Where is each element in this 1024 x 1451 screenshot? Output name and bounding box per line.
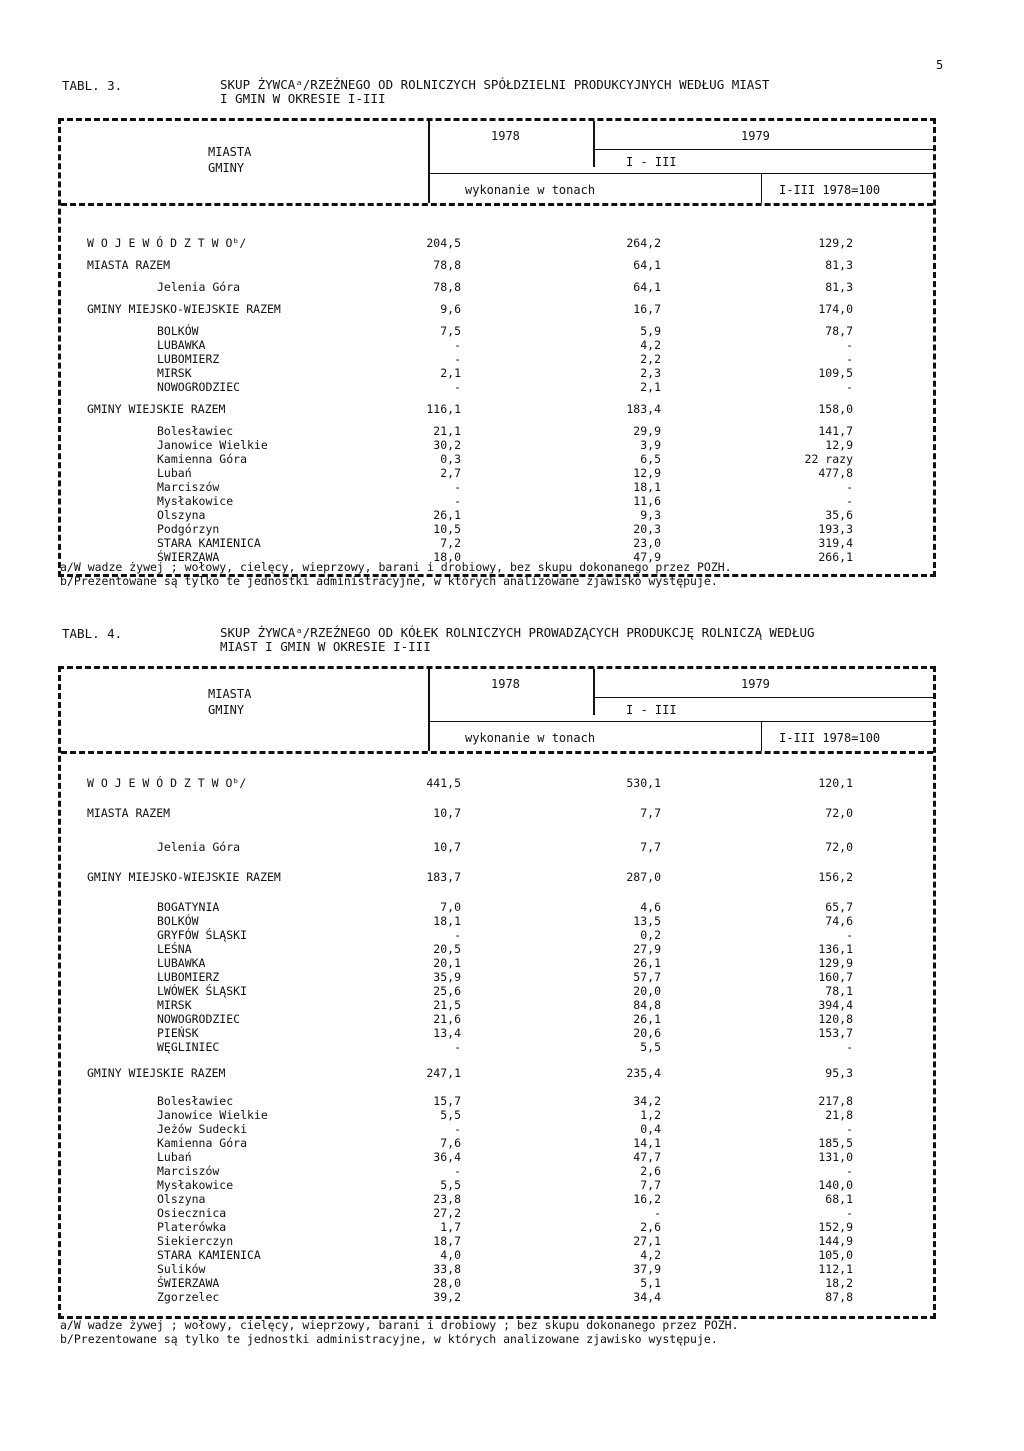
cell-v1: 10,5	[433, 522, 461, 536]
table-row	[61, 1066, 933, 1080]
cell-v3: 68,1	[825, 1192, 853, 1206]
cell-v3: 81,3	[825, 258, 853, 272]
cell-v3: 394,4	[818, 998, 853, 1012]
cell-v3: 87,8	[825, 1290, 853, 1304]
cell-v2: 16,2	[633, 1192, 661, 1206]
row-name: Bolesławiec	[157, 424, 234, 438]
index-label: I-III 1978=100	[779, 731, 881, 745]
row-name: STARA KAMIENICA	[157, 1248, 261, 1262]
table-row	[61, 480, 933, 494]
cell-v1: 441,5	[426, 776, 461, 790]
cell-v2: 5,5	[640, 1040, 661, 1054]
table-row	[61, 402, 933, 416]
table-4	[58, 625, 936, 1346]
table-3-note-a: a/W wadze żywej ; wołowy, cielęcy, wieprzowy, barani i drobiowy, bez skupu dokonanego przez POZH.	[60, 560, 732, 574]
cell-v2: 34,2	[633, 1094, 661, 1108]
row-name: BOGATYNIA	[157, 900, 220, 914]
cell-v3: 78,7	[825, 324, 853, 338]
cell-v1: 21,1	[433, 424, 461, 438]
cell-v2: 20,0	[633, 984, 661, 998]
stub-header-miasta: MIASTA	[208, 145, 252, 159]
cell-v3: 65,7	[825, 900, 853, 914]
table-row	[61, 466, 933, 480]
cell-v2: 287,0	[626, 870, 661, 884]
table-row	[61, 840, 933, 854]
cell-v1: 4,0	[440, 1248, 461, 1262]
row-name: NOWOGRODZIEC	[157, 1012, 241, 1026]
cell-v1: 39,2	[433, 1290, 461, 1304]
cell-v1: 13,4	[433, 1026, 461, 1040]
cell-v3: 217,8	[818, 1094, 853, 1108]
table-4-title-line-1: SKUP ŻYWCAᵃ/RZEŹNEGO OD KÓŁEK ROLNICZYCH PROWADZĄCYCH PRODUKCJĘ ROLNICZĄ WEDŁUG	[220, 625, 815, 640]
cell-v1: 7,2	[440, 536, 461, 550]
table-row	[61, 366, 933, 380]
cell-v2: 14,1	[633, 1136, 661, 1150]
cell-v3: -	[846, 928, 853, 942]
cell-v2: 27,9	[633, 942, 661, 956]
cell-v1: 20,5	[433, 942, 461, 956]
table-row	[61, 258, 933, 272]
table-4-title	[220, 626, 940, 654]
cell-v1: 36,4	[433, 1150, 461, 1164]
cell-v2: 6,5	[640, 452, 661, 466]
cell-v2: 34,4	[633, 1290, 661, 1304]
cell-v2: 7,7	[640, 806, 661, 820]
cell-v1: 2,1	[440, 366, 461, 380]
row-name: Mysłakowice	[157, 494, 234, 508]
table-3-body	[61, 206, 933, 574]
row-name: GMINY WIEJSKIE RAZEM	[87, 1066, 226, 1080]
cell-v1: 15,7	[433, 1094, 461, 1108]
table-row	[61, 508, 933, 522]
cell-v2: 26,1	[633, 1012, 661, 1026]
table-4-body	[61, 754, 933, 1316]
table-row	[61, 1012, 933, 1026]
table-row	[61, 1178, 933, 1192]
row-name: Bolesławiec	[157, 1094, 234, 1108]
cell-v3: -	[846, 1164, 853, 1178]
row-name: Mysłakowice	[157, 1178, 234, 1192]
cell-v3: -	[846, 480, 853, 494]
row-name: Zgorzelec	[157, 1290, 220, 1304]
table-4-grid	[58, 666, 936, 1319]
row-name: Marciszów	[157, 1164, 220, 1178]
cell-v1: 33,8	[433, 1262, 461, 1276]
row-name: Olszyna	[157, 1192, 206, 1206]
table-4-title-line-2: MIAST I GMIN W OKRESIE I-III	[220, 639, 431, 654]
row-name: GMINY MIEJSKO-WIEJSKIE RAZEM	[87, 302, 281, 316]
col-1978: 1978	[491, 129, 520, 143]
cell-v3: -	[846, 352, 853, 366]
table-row	[61, 1150, 933, 1164]
row-name: Kamienna Góra	[157, 452, 248, 466]
cell-v2: 20,6	[633, 1026, 661, 1040]
cell-v2: 183,4	[626, 402, 661, 416]
cell-v2: 530,1	[626, 776, 661, 790]
cell-v3: -	[846, 380, 853, 394]
table-row	[61, 494, 933, 508]
cell-v1: 10,7	[433, 840, 461, 854]
cell-v1: -	[454, 338, 461, 352]
table-row	[61, 1040, 933, 1054]
cell-v3: 18,2	[825, 1276, 853, 1290]
cell-v3: 144,9	[818, 1234, 853, 1248]
table-3-label: TABL. 3.	[62, 78, 123, 93]
row-name: Kamienna Góra	[157, 1136, 248, 1150]
cell-v3: 21,8	[825, 1108, 853, 1122]
cell-v3: 105,0	[818, 1248, 853, 1262]
cell-v3: 129,9	[818, 956, 853, 970]
row-name: WĘGLINIEC	[157, 1040, 220, 1054]
row-name: GMINY MIEJSKO-WIEJSKIE RAZEM	[87, 870, 281, 884]
cell-v3: 12,9	[825, 438, 853, 452]
cell-v2: 2,3	[640, 366, 661, 380]
cell-v3: -	[846, 338, 853, 352]
row-name: PIEŃSK	[157, 1026, 199, 1040]
cell-v2: 264,2	[626, 236, 661, 250]
table-row	[61, 280, 933, 294]
cell-v1: 247,1	[426, 1066, 461, 1080]
cell-v3: 174,0	[818, 302, 853, 316]
table-row	[61, 352, 933, 366]
row-name: Lubań	[157, 466, 192, 480]
table-4-note-a: a/W wadze żywej ; wołowy, cielęcy, wieprzowy, barani i drobiowy ; bez skupu dokonanego przez POZH.	[60, 1318, 739, 1332]
table-row	[61, 452, 933, 466]
table-4-header	[61, 669, 933, 754]
cell-v1: -	[454, 1164, 461, 1178]
cell-v2: 64,1	[633, 258, 661, 272]
cell-v2: 20,3	[633, 522, 661, 536]
cell-v3: 136,1	[818, 942, 853, 956]
cell-v3: 35,6	[825, 508, 853, 522]
cell-v3: 22 razy	[804, 452, 853, 466]
row-name: Jeżów Sudecki	[157, 1122, 248, 1136]
cell-v3: 152,9	[818, 1220, 853, 1234]
cell-v3: 78,1	[825, 984, 853, 998]
cell-v1: 2,7	[440, 466, 461, 480]
row-name: Siekierczyn	[157, 1234, 234, 1248]
row-name: Sulików	[157, 1262, 206, 1276]
row-name: Marciszów	[157, 480, 220, 494]
cell-v1: 183,7	[426, 870, 461, 884]
cell-v3: 160,7	[818, 970, 853, 984]
cell-v1: -	[454, 380, 461, 394]
cell-v2: 2,6	[640, 1164, 661, 1178]
cell-v2: 2,2	[640, 352, 661, 366]
row-name: LUBAWKA	[157, 338, 206, 352]
cell-v2: 29,9	[633, 424, 661, 438]
table-row	[61, 424, 933, 438]
cell-v1: 204,5	[426, 236, 461, 250]
table-row	[61, 338, 933, 352]
cell-v1: 7,0	[440, 900, 461, 914]
table-3-title	[220, 78, 940, 106]
cell-v1: -	[454, 1122, 461, 1136]
table-row	[61, 870, 933, 884]
cell-v1: 7,6	[440, 1136, 461, 1150]
cell-v3: 81,3	[825, 280, 853, 294]
row-name: BOLKÓW	[157, 914, 199, 928]
table-row	[61, 970, 933, 984]
cell-v1: -	[454, 1040, 461, 1054]
cell-v2: 47,7	[633, 1150, 661, 1164]
table-row	[61, 1164, 933, 1178]
stub-header-miasta: MIASTA	[208, 687, 252, 701]
cell-v1: 18,0	[433, 550, 461, 564]
period-label: I - III	[626, 155, 677, 169]
table-row	[61, 536, 933, 550]
table-row	[61, 956, 933, 970]
cell-v2: 5,9	[640, 324, 661, 338]
cell-v2: 23,0	[633, 536, 661, 550]
cell-v1: 18,1	[433, 914, 461, 928]
cell-v1: -	[454, 480, 461, 494]
cell-v2: 11,6	[633, 494, 661, 508]
col-1978: 1978	[491, 677, 520, 691]
cell-v2: 0,4	[640, 1122, 661, 1136]
cell-v1: 21,5	[433, 998, 461, 1012]
cell-v3: 141,7	[818, 424, 853, 438]
cell-v1: -	[454, 928, 461, 942]
table-row	[61, 380, 933, 394]
row-name: STARA KAMIENICA	[157, 536, 261, 550]
cell-v3: 72,0	[825, 840, 853, 854]
cell-v1: 23,8	[433, 1192, 461, 1206]
table-row	[61, 1122, 933, 1136]
index-label: I-III 1978=100	[779, 183, 881, 197]
cell-v2: 235,4	[626, 1066, 661, 1080]
cell-v2: 64,1	[633, 280, 661, 294]
cell-v1: 5,5	[440, 1178, 461, 1192]
cell-v3: -	[846, 494, 853, 508]
table-4-caption	[58, 626, 936, 666]
cell-v3: 193,3	[818, 522, 853, 536]
period-label: I - III	[626, 703, 677, 717]
table-3-title-line-2: I GMIN W OKRESIE I-III	[220, 91, 386, 106]
row-name: ŚWIERZAWA	[157, 550, 220, 564]
table-row	[61, 928, 933, 942]
table-row	[61, 914, 933, 928]
cell-v3: 156,2	[818, 870, 853, 884]
cell-v1: 21,6	[433, 1012, 461, 1026]
table-row	[61, 1094, 933, 1108]
cell-v1: 1,7	[440, 1220, 461, 1234]
cell-v2: 4,2	[640, 1248, 661, 1262]
row-name: LUBOMIERZ	[157, 970, 220, 984]
cell-v1: 78,8	[433, 258, 461, 272]
row-name: Jelenia Góra	[157, 280, 241, 294]
cell-v2: 1,2	[640, 1108, 661, 1122]
table-row	[61, 1206, 933, 1220]
row-name: GRYFÓW ŚLĄSKI	[157, 928, 248, 942]
table-row	[61, 984, 933, 998]
table-3-caption	[58, 78, 936, 118]
cell-v1: 5,5	[440, 1108, 461, 1122]
row-name: MIASTA RAZEM	[87, 258, 171, 272]
cell-v1: 35,9	[433, 970, 461, 984]
cell-v2: 4,6	[640, 900, 661, 914]
row-name: Olszyna	[157, 508, 206, 522]
cell-v3: 158,0	[818, 402, 853, 416]
table-row	[61, 302, 933, 316]
table-row	[61, 942, 933, 956]
row-name: BOLKÓW	[157, 324, 199, 338]
cell-v2: 57,7	[633, 970, 661, 984]
table-row	[61, 236, 933, 250]
col-1979: 1979	[741, 677, 770, 691]
cell-v1: 26,1	[433, 508, 461, 522]
cell-v1: 27,2	[433, 1206, 461, 1220]
row-name: LWÓWEK ŚLĄSKI	[157, 984, 248, 998]
stub-header	[61, 121, 430, 203]
unit-label: wykonanie w tonach	[465, 183, 596, 197]
table-row	[61, 776, 933, 790]
cell-v2: 4,2	[640, 338, 661, 352]
table-row	[61, 1136, 933, 1150]
cell-v1: 7,5	[440, 324, 461, 338]
table-row	[61, 1192, 933, 1206]
cell-v3: 95,3	[825, 1066, 853, 1080]
cell-v1: 0,3	[440, 452, 461, 466]
cell-v3: 266,1	[818, 550, 853, 564]
table-row	[61, 900, 933, 914]
row-name: MIASTA RAZEM	[87, 806, 171, 820]
cell-v1: 9,6	[440, 302, 461, 316]
cell-v3: -	[846, 1040, 853, 1054]
table-row	[61, 1026, 933, 1040]
cell-v1: 18,7	[433, 1234, 461, 1248]
cell-v3: 129,2	[818, 236, 853, 250]
table-3-grid	[58, 118, 936, 577]
cell-v2: 5,1	[640, 1276, 661, 1290]
cell-v2: 84,8	[633, 998, 661, 1012]
cell-v2: 7,7	[640, 1178, 661, 1192]
table-row	[61, 438, 933, 452]
cell-v2: 27,1	[633, 1234, 661, 1248]
stub-header	[61, 669, 430, 751]
row-name: Janowice Wielkie	[157, 438, 268, 452]
cell-v2: 37,9	[633, 1262, 661, 1276]
cell-v2: 3,9	[640, 438, 661, 452]
cell-v1: 25,6	[433, 984, 461, 998]
cell-v2: 18,1	[633, 480, 661, 494]
row-name: Podgórzyn	[157, 522, 220, 536]
cell-v2: 2,6	[640, 1220, 661, 1234]
table-row	[61, 1234, 933, 1248]
cell-v1: 116,1	[426, 402, 461, 416]
cell-v3: 319,4	[818, 536, 853, 550]
row-name: LUBOMIERZ	[157, 352, 220, 366]
cell-v3: 153,7	[818, 1026, 853, 1040]
row-name: W O J E W Ó D Z T W Oᵇ/	[87, 776, 247, 790]
stub-header-gminy: GMINY	[208, 703, 245, 717]
cell-v1: 78,8	[433, 280, 461, 294]
cell-v2: 47,9	[633, 550, 661, 564]
cell-v3: 72,0	[825, 806, 853, 820]
table-row	[61, 806, 933, 820]
cell-v2: 16,7	[633, 302, 661, 316]
table-row	[61, 998, 933, 1012]
row-name: ŚWIERZAWA	[157, 1276, 220, 1290]
row-name: Lubań	[157, 1150, 192, 1164]
table-3-title-line-1: SKUP ŻYWCAᵃ/RZEŹNEGO OD ROLNICZYCH SPÓŁDZIELNI PRODUKCYJNYCH WEDŁUG MIAST	[220, 77, 770, 92]
table-row	[61, 1290, 933, 1304]
cell-v3: 109,5	[818, 366, 853, 380]
row-name: Osiecznica	[157, 1206, 227, 1220]
page-number: 5	[936, 58, 944, 72]
stub-header-gminy: GMINY	[208, 161, 245, 175]
cell-v3: 112,1	[818, 1262, 853, 1276]
cell-v1: 28,0	[433, 1276, 461, 1290]
table-3-note-b: b/Prezentowane są tylko te jednostki administracyjne, w których analizowane zjawisko występuje.	[60, 574, 718, 588]
cell-v3: 120,1	[818, 776, 853, 790]
row-name: LUBAWKA	[157, 956, 206, 970]
table-row	[61, 522, 933, 536]
table-row	[61, 1276, 933, 1290]
table-4-label: TABL. 4.	[62, 626, 123, 641]
cell-v2: 2,1	[640, 380, 661, 394]
cell-v1: 10,7	[433, 806, 461, 820]
row-name: GMINY WIEJSKIE RAZEM	[87, 402, 226, 416]
cell-v1: -	[454, 352, 461, 366]
cell-v2: -	[654, 1206, 661, 1220]
table-row	[61, 1248, 933, 1262]
table-row	[61, 1220, 933, 1234]
table-4-note-b: b/Prezentowane są tylko te jednostki administracyjne, w których analizowane zjawisko występuje.	[60, 1332, 718, 1346]
table-row	[61, 1262, 933, 1276]
cell-v2: 26,1	[633, 956, 661, 970]
cell-v1: -	[454, 494, 461, 508]
cell-v3: 477,8	[818, 466, 853, 480]
cell-v3: -	[846, 1206, 853, 1220]
table-row	[61, 324, 933, 338]
cell-v3: 120,8	[818, 1012, 853, 1026]
cell-v2: 7,7	[640, 840, 661, 854]
cell-v1: 20,1	[433, 956, 461, 970]
table-3	[58, 77, 936, 588]
table-row	[61, 1108, 933, 1122]
row-name: Jelenia Góra	[157, 840, 241, 854]
row-name: LEŚNA	[157, 942, 192, 956]
unit-label: wykonanie w tonach	[465, 731, 596, 745]
cell-v2: 13,5	[633, 914, 661, 928]
cell-v3: 140,0	[818, 1178, 853, 1192]
row-name: W O J E W Ó D Z T W Oᵇ/	[87, 236, 247, 250]
table-3-header	[61, 121, 933, 206]
cell-v3: 131,0	[818, 1150, 853, 1164]
cell-v3: 74,6	[825, 914, 853, 928]
row-name: MIRSK	[157, 998, 192, 1012]
row-name: NOWOGRODZIEC	[157, 380, 241, 394]
row-name: Platerówka	[157, 1220, 227, 1234]
cell-v2: 0,2	[640, 928, 661, 942]
cell-v2: 12,9	[633, 466, 661, 480]
col-1979: 1979	[741, 129, 770, 143]
cell-v1: 30,2	[433, 438, 461, 452]
cell-v3: 185,5	[818, 1136, 853, 1150]
cell-v3: -	[846, 1122, 853, 1136]
cell-v2: 9,3	[640, 508, 661, 522]
row-name: MIRSK	[157, 366, 192, 380]
row-name: Janowice Wielkie	[157, 1108, 268, 1122]
